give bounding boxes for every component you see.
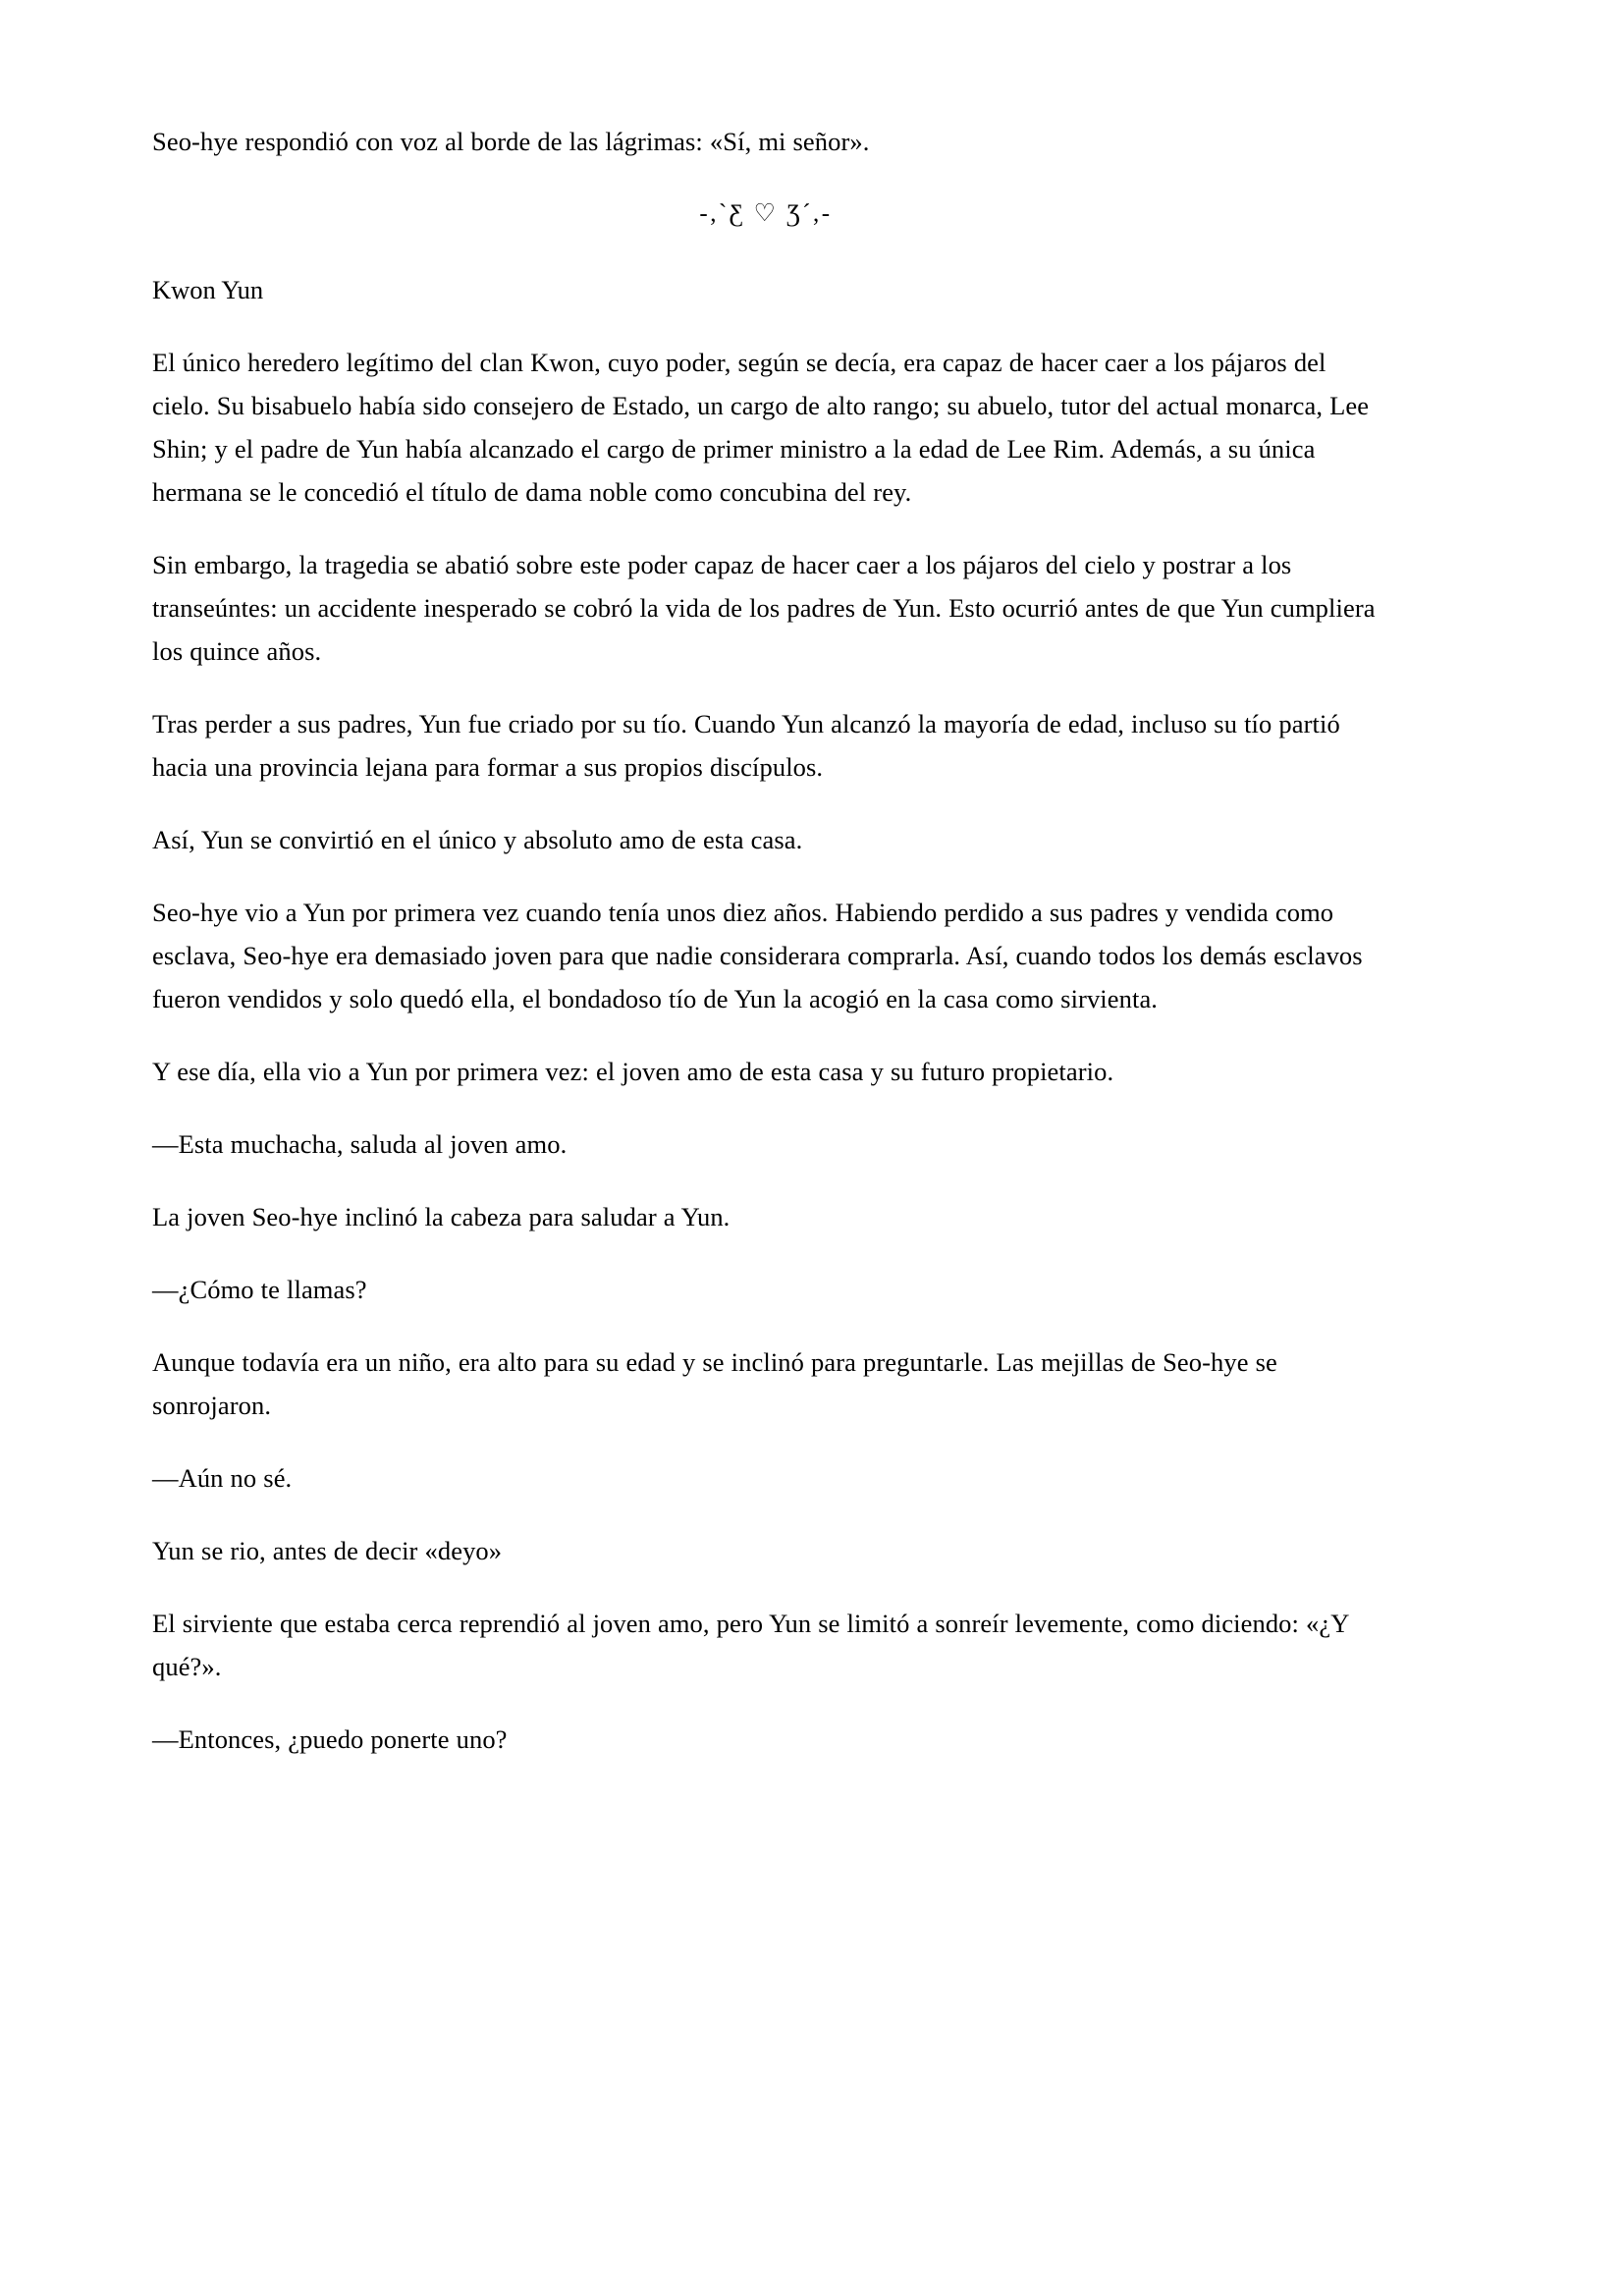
paragraph: Seo-hye respondió con voz al borde de las lágrimas: «Sí, mi señor». — [152, 127, 870, 156]
paragraph: Sin embargo, la tragedia se abatió sobre este poder capaz de hacer caer a los pájaros del cielo y postrar a los transeúntes: un accidente inesperado se cobró la vida de los padres de Yun. Esto ocurrió antes de que Yun cumpliera los quince años. — [152, 550, 1376, 666]
paragraph: Seo-hye vio a Yun por primera vez cuando tenía unos diez años. Habiendo perdido a sus padres y vendida como esclava, Seo-hye era demasiado joven para que nadie considerara comprarla. Así, cuando todos los demás esclavos fueron vendidos y solo quedó ella, el bondadoso tío de Yun la acogió en la casa como sirvienta. — [152, 898, 1363, 1013]
paragraph: El único heredero legítimo del clan Kwon, cuyo poder, según se decía, era capaz de hacer caer a los pájaros del cielo. Su bisabuelo había sido consejero de Estado, un cargo de alto rango; su abuelo, tutor del actual monarca, Lee Shin; y el padre de Yun había alcanzado el cargo de primer ministro a la edad de Lee Rim. Además, a su única hermana se le concedió el título de dama noble como concubina del rey. — [152, 348, 1370, 507]
section-heading: Kwon Yun — [152, 275, 264, 304]
dialogue-line: —¿Cómo te llamas? — [152, 1275, 367, 1304]
paragraph: La joven Seo-hye inclinó la cabeza para saludar a Yun. — [152, 1202, 731, 1231]
dialogue-line: —Entonces, ¿puedo ponerte uno? — [152, 1724, 508, 1754]
paragraph: Yun se rio, antes de decir «deyo» — [152, 1536, 503, 1565]
paragraph: Y ese día, ella vio a Yun por primera vez: el joven amo de esta casa y su futuro propietario. — [152, 1057, 1114, 1086]
decorative-divider-ornament: -,`Ƹ ♡ Ʒ´,- — [699, 200, 833, 227]
paragraph: Aunque todavía era un niño, era alto para su edad y se inclinó para preguntarle. Las mejillas de Seo-hye se sonrojaron. — [152, 1347, 1277, 1420]
dialogue-line: —Esta muchacha, saluda al joven amo. — [152, 1129, 568, 1159]
paragraph: El sirviente que estaba cerca reprendió al joven amo, pero Yun se limitó a sonreír levemente, como diciendo: «¿Y qué?». — [152, 1609, 1349, 1681]
document-body — [152, 120, 1380, 1761]
paragraph: Así, Yun se convirtió en el único y absoluto amo de esta casa. — [152, 825, 803, 854]
dialogue-line: —Aún no sé. — [152, 1463, 293, 1493]
paragraph: Tras perder a sus padres, Yun fue criado por su tío. Cuando Yun alcanzó la mayoría de edad, incluso su tío partió hacia una provincia lejana para formar a sus propios discípulos. — [152, 709, 1340, 782]
